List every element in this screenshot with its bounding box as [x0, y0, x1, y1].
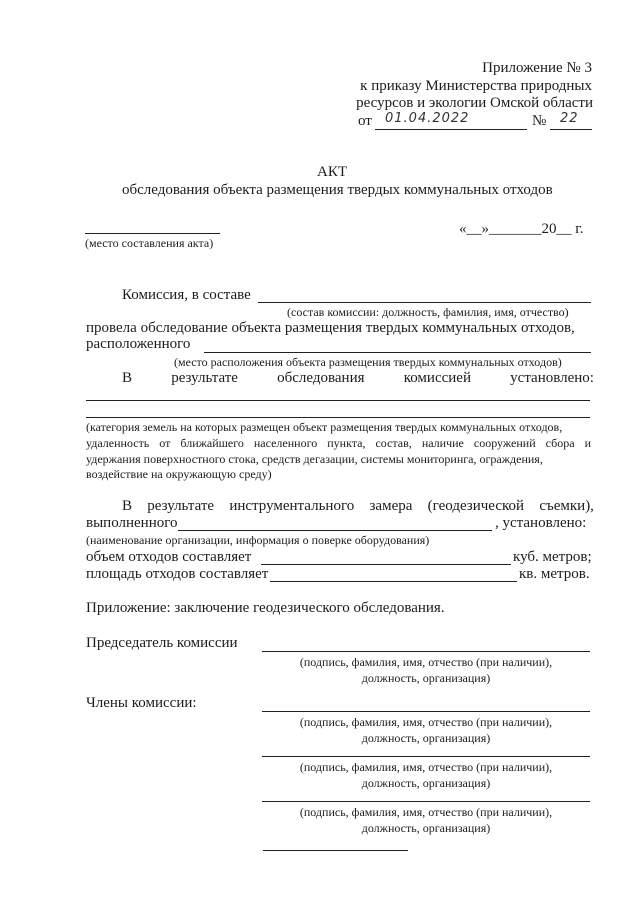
commission-line — [258, 302, 591, 303]
measurement-word: (геодезической — [427, 498, 525, 514]
appendix-number-line — [550, 129, 592, 130]
area-line — [270, 581, 517, 582]
caption-word: удаленность — [86, 436, 150, 450]
result-word: результате — [171, 370, 238, 386]
measurement-word: В — [122, 498, 133, 514]
chairman-signature-line — [262, 651, 590, 652]
commission-caption: (состав комиссии: должность, фамилия, имя, отчество) — [287, 305, 569, 319]
appendix-number: Приложение № 3 — [482, 60, 592, 76]
appendix-date-prefix: от — [358, 113, 372, 129]
member-caption-1: (подпись, фамилия, имя, отчество (при наличии), — [299, 715, 553, 729]
appendix-number-prefix: № — [532, 113, 547, 129]
commission-text-line: провела обследование объекта размещения твердых коммунальных отходов, — [86, 320, 575, 336]
member-caption-1: (подпись, фамилия, имя, отчество (при наличии), — [299, 805, 553, 819]
member-caption-2: должность, организация) — [361, 731, 491, 745]
caption-word: пункта, — [327, 436, 366, 450]
result-caption-2 — [86, 436, 591, 451]
member-caption-2: должность, организация) — [361, 821, 491, 835]
members-label: Члены комиссии: — [86, 695, 197, 711]
document-subtitle: обследования объекта размещения твердых коммунальных отходов — [122, 182, 553, 198]
member-signature-line — [262, 711, 590, 712]
performed-label: выполненного — [86, 515, 178, 531]
measurement-word: инструментального — [229, 498, 355, 514]
location-caption: (место расположения объекта размещения твердых коммунальных отходов) — [174, 355, 562, 369]
member-caption-2: должность, организация) — [361, 776, 491, 790]
place-caption: (место составления акта) — [85, 236, 214, 250]
result-caption-4: воздействие на окружающую среду) — [86, 467, 272, 481]
area-unit: кв. метров. — [519, 566, 590, 582]
member-caption-1: (подпись, фамилия, имя, отчество (при наличии), — [299, 760, 553, 774]
performed-line — [178, 530, 492, 531]
appendix-ministry-line: ресурсов и экологии Омской области — [356, 95, 593, 111]
caption-word: от — [159, 436, 171, 450]
established-label: , установлено: — [495, 515, 587, 531]
result-line-2 — [86, 417, 590, 418]
caption-word: населенного — [253, 436, 318, 450]
appendix-date-line — [375, 129, 527, 130]
member-signature-line — [262, 756, 590, 757]
volume-unit: куб. метров; — [513, 549, 592, 565]
result-word: комиссией — [403, 370, 471, 386]
measurement-word: съемки), — [539, 498, 594, 514]
caption-word: сбора — [545, 436, 575, 450]
result-word: обследования — [277, 370, 365, 386]
attachment-note: Приложение: заключение геодезического обследования. — [86, 600, 445, 616]
result-word: В — [122, 370, 133, 386]
date-template: «__»_______20__ г. — [459, 221, 584, 237]
appendix-date-handwritten: 01.04.2022 — [385, 111, 470, 126]
measurement-word: результате — [147, 498, 215, 514]
document-title: АКТ — [317, 164, 347, 180]
area-label: площадь отходов составляет — [86, 566, 269, 582]
commission-label: Комиссия, в составе — [122, 287, 251, 303]
volume-label: объем отходов составляет — [86, 549, 252, 565]
location-line — [204, 352, 591, 353]
result-line-1 — [86, 400, 590, 401]
result-caption-3: удержания поверхностного стока, средств дегазации, системы мониторинга, ограждения, — [86, 452, 543, 466]
measurement-word: замера — [369, 498, 413, 514]
volume-line — [261, 564, 511, 565]
org-caption: (наименование организации, информация о поверке оборудования) — [86, 533, 430, 547]
caption-word: состав, — [375, 436, 412, 450]
result-word: установлено: — [510, 370, 594, 386]
result-caption-1: (категория земель на которых размещен объект размещения твердых коммунальных отходов, — [86, 420, 563, 434]
caption-word: и — [584, 436, 591, 450]
chairman-caption-1: (подпись, фамилия, имя, отчество (при наличии), — [299, 655, 553, 669]
chairman-caption-2: должность, организация) — [361, 671, 491, 685]
commission-located-label: расположенного — [86, 336, 191, 352]
place-line — [85, 233, 220, 234]
appendix-number-handwritten: 22 — [560, 111, 579, 126]
member-signature-line — [262, 801, 590, 802]
measurement-line — [122, 498, 594, 515]
caption-word: сооружений — [473, 436, 536, 450]
caption-word: наличие — [421, 436, 464, 450]
appendix-order-line: к приказу Министерства природных — [360, 78, 592, 94]
result-line — [122, 370, 594, 387]
closing-line — [263, 850, 408, 851]
caption-word: ближайшего — [180, 436, 244, 450]
chairman-label: Председатель комиссии — [86, 635, 238, 651]
